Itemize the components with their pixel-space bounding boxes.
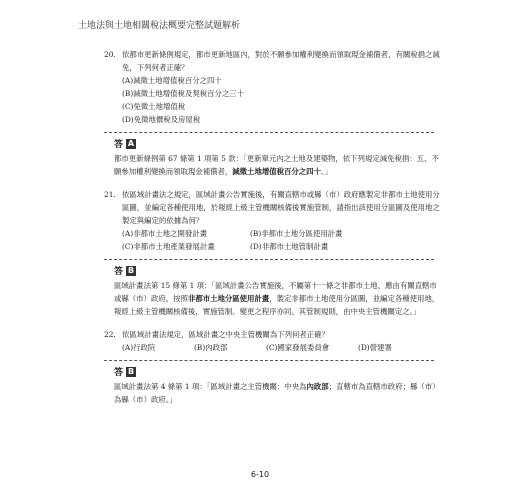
question-number: 22.: [104, 330, 116, 339]
answer-letter-box: A: [127, 138, 135, 148]
explanation-text: 都市更新條例第 67 條第 1 項第 5 款：「更新單元內之土地及建築物，依下列規定減免稅捐：五、不願參加權利變換而領取現金補償者，: [114, 154, 439, 176]
divider: [104, 259, 434, 260]
explanation-highlight: 減徵土地增值稅百分之四十: [232, 167, 321, 176]
question-text: 依區域計畫法之規定，區域計畫公告實施後，有關直轄市或縣（市）政府應製定非都市土地使用分區圖，並編定各種使用地，於報經上級主管機關核備後實施管制，請指出該使用分區圖及使用地之製定與編定的依據為何？: [122, 190, 440, 225]
explanation-highlight: 非都市土地分區使用計畫: [187, 294, 270, 303]
option-d: (D)非都市土地管制計畫: [250, 242, 329, 251]
option-b: (B)內政部: [194, 343, 228, 352]
question-22-options: [104, 341, 444, 354]
explanation-text-end: ，製定非都市土地使用分區圖，並編定各種使用地，報經上級主管機關核備後，實施管制。變更之程序亦同。其管制規則，由中央主管機關定之。」: [114, 294, 440, 316]
option-b: (B)非都市土地分區使用計畫: [250, 229, 343, 238]
explanation-text-end: 。」: [320, 167, 333, 176]
explanation-text-end: ；直轄市為直轄市政府；縣（市）為縣（市）政府。」: [114, 382, 440, 404]
option-c: (C)國家發展委員會: [266, 343, 330, 352]
answer-header: [114, 264, 444, 277]
answer-21-explanation: [114, 279, 444, 318]
answer-letter-box: B: [127, 366, 135, 376]
question-text: 依都市更新條例規定，都市更新地區內，對於不願參加權利變換而領取現金補償者，有關稅捐之減免，下列何者正確？: [122, 50, 440, 72]
running-header: 土地法與土地相關稅法概要完整試題解析: [78, 21, 241, 31]
question-21: [104, 188, 444, 227]
option-c: (C)免徵土地增值稅: [122, 102, 186, 111]
answer-header: [114, 137, 444, 150]
explanation-text: 區域計畫法第 4 條第 1 項：「區域計畫之主管機關：中央為: [114, 382, 307, 391]
answer-22-explanation: [114, 380, 444, 406]
page-content: [104, 48, 444, 406]
answer-label: 答: [114, 368, 124, 378]
question-number: 20.: [104, 50, 116, 59]
option-c: (C)非都市土地產業發展計畫: [122, 242, 215, 251]
question-text: 依區域計畫法規定，區域計畫之中央主管機關為下列何者正確？: [122, 330, 329, 339]
answer-20-explanation: [114, 152, 444, 178]
option-b: (B)減徵土地增值稅及契稅百分之三十: [122, 89, 245, 98]
option-a: (A)非都市土地之開發計畫: [122, 229, 208, 238]
question-20-options: [104, 74, 444, 126]
question-22: [104, 328, 444, 341]
answer-label: 答: [114, 267, 124, 277]
explanation-highlight: 內政部: [306, 382, 329, 391]
page-number: 6-10: [250, 470, 270, 479]
answer-letter-box: B: [127, 265, 135, 275]
option-d: (D)免徵地價稅及房屋稅: [122, 115, 201, 124]
option-a: (A)行政院: [122, 343, 156, 352]
question-number: 21.: [104, 190, 116, 199]
divider: [104, 360, 434, 361]
option-d: (D)營建署: [358, 343, 392, 352]
option-a: (A)減徵土地增值稅百分之四十: [122, 76, 222, 85]
answer-label: 答: [114, 140, 124, 150]
divider: [104, 132, 434, 133]
question-21-options: [104, 227, 444, 253]
answer-header: [114, 365, 444, 378]
question-20: [104, 48, 444, 74]
explanation-text: 區域計畫法第 15 條第 1 項：「區域計畫公告實施後，不屬第十一條之非都市土地，應由有關直轄市或縣（市）政府，按照: [114, 281, 437, 303]
